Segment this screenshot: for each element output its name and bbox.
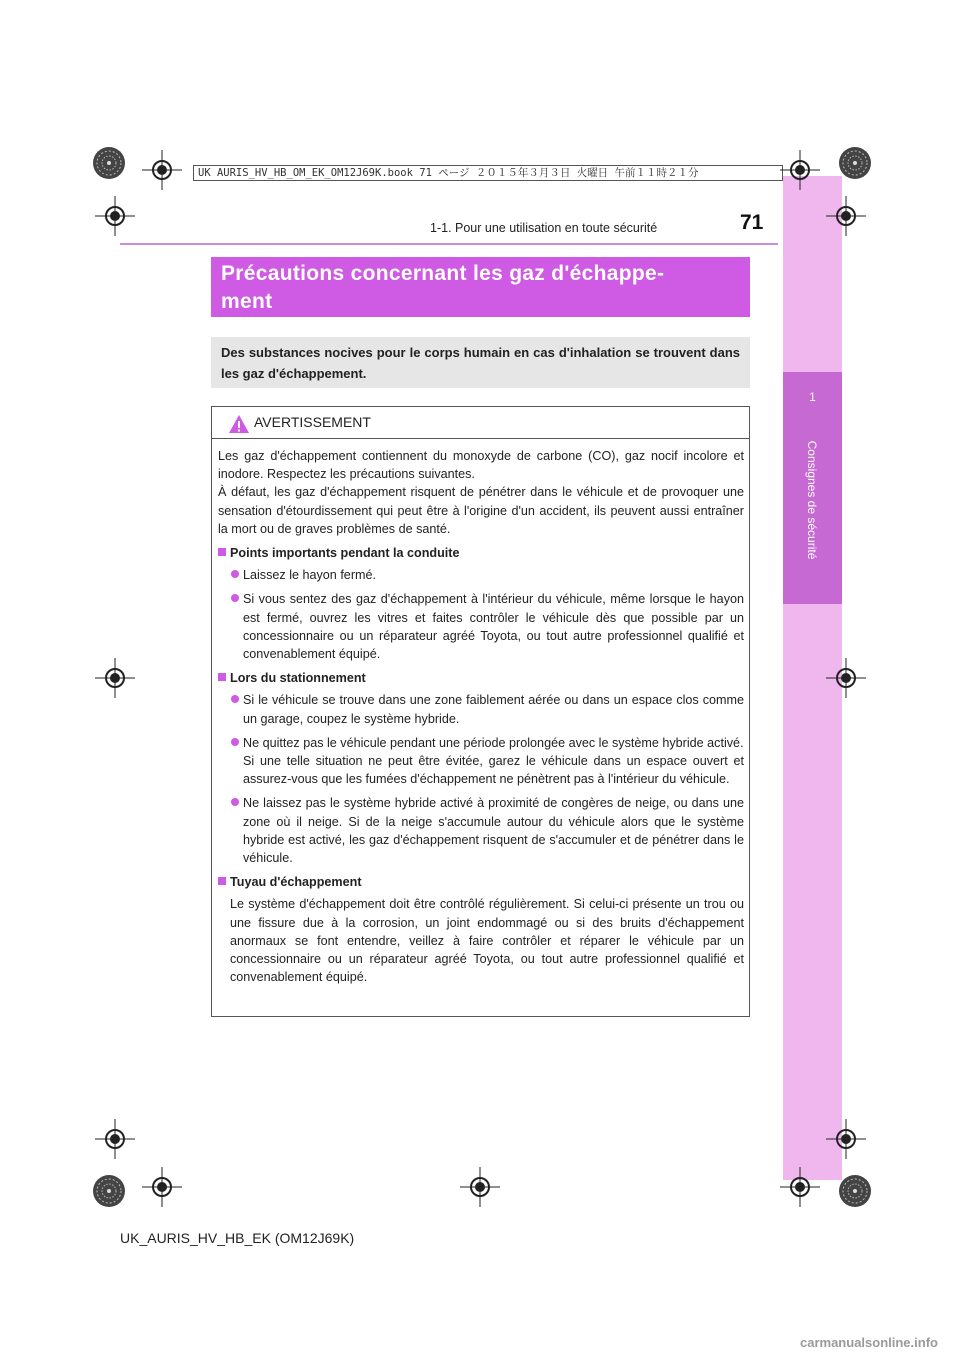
book-header: UK AURIS_HV_HB_OM_EK_OM12J69K.book 71 ページ ２０１５年３月３日 火曜日 午前１１時２１分 (193, 165, 783, 181)
registration-mark-icon (142, 150, 182, 190)
square-bullet-icon (218, 673, 226, 681)
list-item: Si le véhicule se trouve dans une zone faiblement aérée ou dans un espace clos comme un garage, coupez le système hybride. (218, 691, 744, 727)
chapter-label: Consignes de sécurité (805, 440, 819, 560)
chapter-number: 1 (809, 390, 816, 404)
warning-box (211, 406, 750, 1017)
registration-mark-icon (780, 150, 820, 190)
square-bullet-icon (218, 548, 226, 556)
warning-paragraph: Les gaz d'échappement contiennent du monoxyde de carbone (CO), gaz nocif incolore et inodore. Respectez les précautions suivantes. (218, 449, 744, 482)
round-bullet-icon (231, 594, 239, 602)
section-text: Le système d'échappement doit être contrôlé régulièrement. Si celui-ci présente un trou ou une fissure due à la corrosion, un joint endommagé ou si des bruits d'échappement anormaux se font entendre, veillez à faire contrôler et réparer le véhicule par un concessionnaire ou un réparateur agréé Toyota, ou tout autre professionnel qualifié et convenablement équipé. (230, 897, 744, 985)
warning-triangle-icon (228, 414, 250, 434)
printer-rosette-icon (838, 1174, 872, 1208)
list-item: Ne laissez pas le système hybride activé à proximité de congères de neige, ou dans une zone où il neige. Si de la neige s'accumule autour du véhicule alors que le système hybride est activé, les gaz d'échappement risquent de s'accumuler et de pénétrer dans le véhicule. (218, 794, 744, 867)
section-header: 1-1. Pour une utilisation en toute sécurité (430, 221, 658, 235)
printer-rosette-icon (838, 146, 872, 180)
registration-mark-icon (826, 196, 866, 236)
warning-header (212, 407, 749, 439)
registration-mark-icon (826, 658, 866, 698)
list-item: Laissez le hayon fermé. (218, 566, 744, 584)
warning-title: AVERTISSEMENT (254, 414, 371, 430)
printer-rosette-icon (92, 1174, 126, 1208)
registration-mark-icon (780, 1167, 820, 1207)
page-title-line-1: Précautions concernant les gaz d'échappe- (221, 262, 665, 285)
section-heading: Tuyau d'échappement (218, 873, 744, 891)
registration-mark-icon (460, 1167, 500, 1207)
footer-code: UK_AURIS_HV_HB_EK (OM12J69K) (120, 1230, 355, 1246)
registration-mark-icon (95, 196, 135, 236)
registration-mark-icon (95, 1119, 135, 1159)
round-bullet-icon (231, 798, 239, 806)
printer-rosette-icon (92, 146, 126, 180)
list-item: Si vous sentez des gaz d'échappement à l'intérieur du véhicule, même lorsque le hayon est fermé, ouvrez les vitres et faites contrôler le véhicule dès que possible par un concessionnaire ou un réparateur agréé Toyota, ou tout autre professionnel qualifié et convenablement équipé. (218, 590, 744, 663)
list-item: Ne quittez pas le véhicule pendant une période prolongée avec le système hybride activé. Si une telle situation ne peut être évitée, garez le véhicule dans un espace ouvert et assurez-vous que les fumées d'échappement ne pénètrent pas à l'intérieur du véhicule. (218, 734, 744, 789)
round-bullet-icon (231, 695, 239, 703)
registration-mark-icon (826, 1119, 866, 1159)
page-number: 71 (740, 211, 764, 234)
square-bullet-icon (218, 877, 226, 885)
round-bullet-icon (231, 738, 239, 746)
page-title (211, 257, 750, 317)
registration-mark-icon (142, 1167, 182, 1207)
warning-body (218, 447, 744, 992)
registration-mark-icon (95, 658, 135, 698)
section-heading: Lors du stationnement (218, 669, 744, 687)
section-heading: Points importants pendant la conduite (218, 544, 744, 562)
round-bullet-icon (231, 570, 239, 578)
page-title-line-2: ment (221, 290, 273, 313)
header-rule (120, 243, 778, 245)
watermark: carmanualsonline.info (800, 1335, 938, 1350)
intro-summary: Des substances nocives pour le corps humain en cas d'inhalation se trouvent dans les gaz d'échappement. (211, 337, 750, 388)
warning-paragraph: À défaut, les gaz d'échappement risquent de pénétrer dans le véhicule et de provoquer une sensation d'étourdissement qui peut être à l'origine d'un accident, ils peuvent aussi entraîner la mort ou de graves problèmes de santé. (218, 485, 744, 536)
